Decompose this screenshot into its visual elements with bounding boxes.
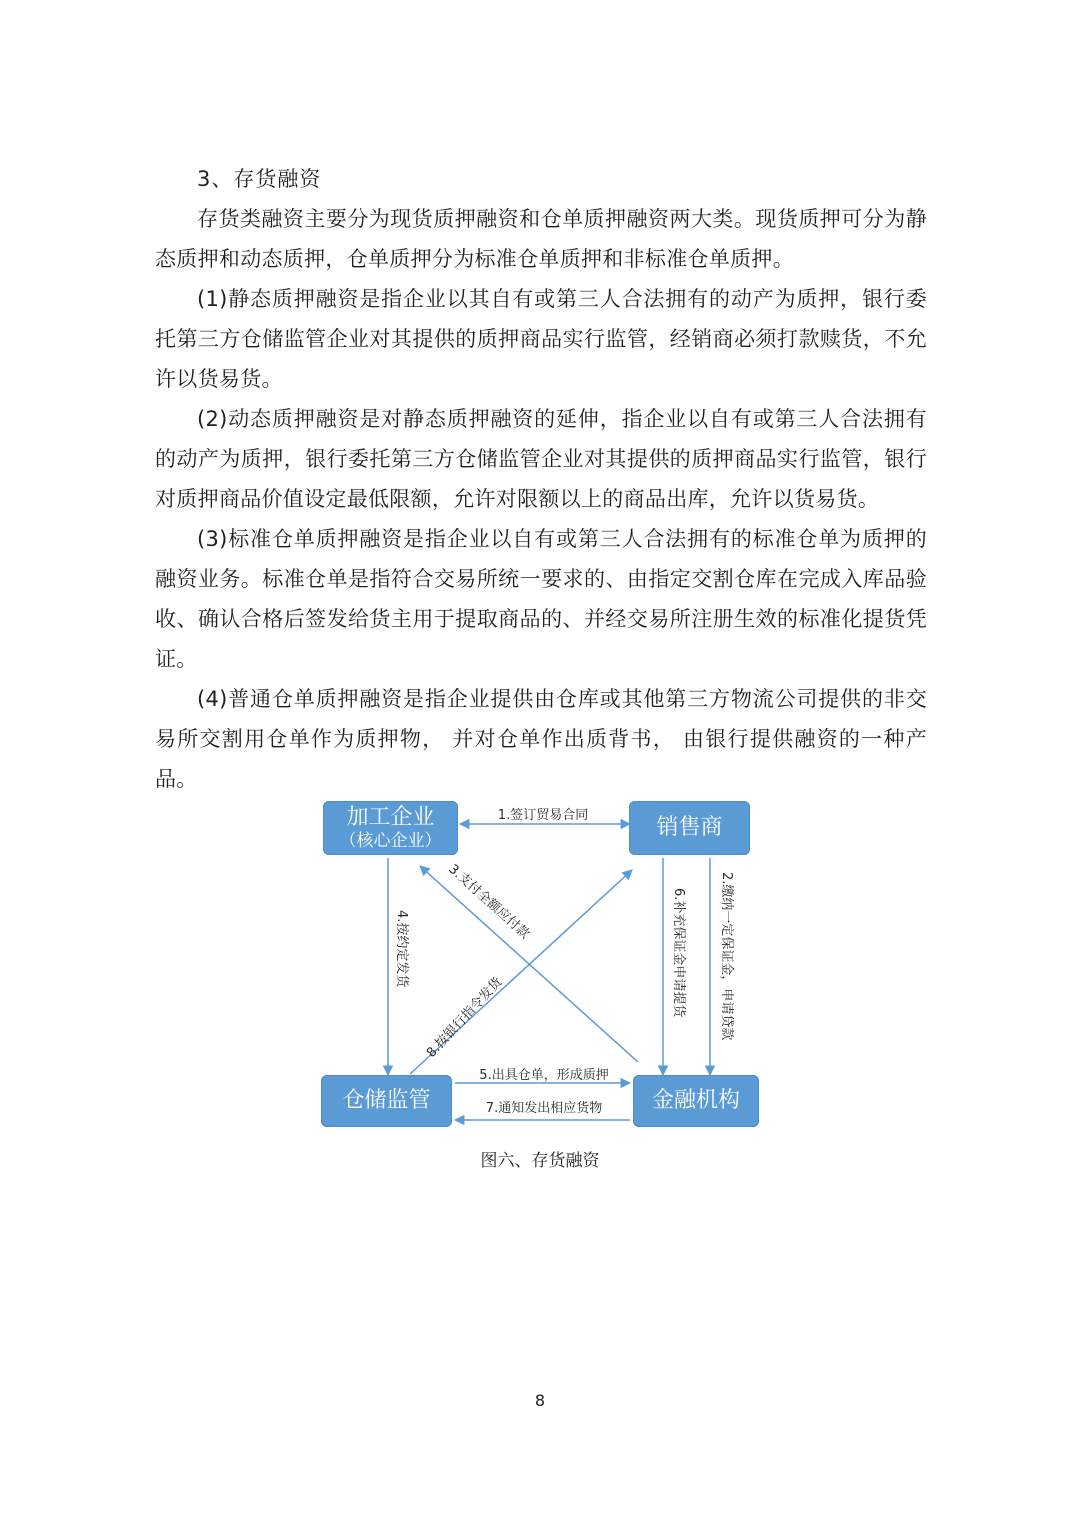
edge-4-label: 4.按约定发货 — [394, 910, 409, 988]
edge-2-label: 2.缴纳一定保证金，申请贷款 — [719, 872, 734, 1041]
edge-3-label: 3.支付全额应付款 — [445, 861, 533, 943]
edge-8-label: 8.按银行指令发货 — [423, 974, 506, 1061]
node-financial-institution — [633, 1075, 759, 1127]
node-warehouse-supervision — [321, 1075, 452, 1127]
paragraph-dynamic-pledge: (2)动态质押融资是对静态质押融资的延伸，指企业以自有或第三人合法拥有的动产为质押，银行委托第三方仓储监管企业对其提供的质押商品实行监管，银行对质押商品价值设定最低限额，允许对限额以上的商品出库，允许以货易货。 — [155, 407, 927, 511]
node-seller-label: 销售商 — [656, 815, 723, 840]
paragraph-static-pledge: (1)静态质押融资是指企业以其自有或第三人合法拥有的动产为质押，银行委托第三方仓储监管企业对其提供的质押商品实行监管，经销商必须打款赎货，不允许以货易货。 — [155, 287, 927, 391]
body-text — [155, 199, 927, 799]
section-heading: 3、存货融资 — [197, 167, 322, 191]
paragraph-intro: 存货类融资主要分为现货质押融资和仓单质押融资两大类。现货质押可分为静态质押和动态质押，仓单质押分为标准仓单质押和非标准仓单质押。 — [155, 207, 927, 271]
node-processing-enterprise-label: 加工企业 — [346, 805, 435, 830]
node-processing-enterprise-sublabel: （核心企业） — [339, 831, 442, 851]
page-number: 8 — [534, 1391, 546, 1410]
node-financial-institution-label: 金融机构 — [651, 1088, 740, 1113]
node-warehouse-supervision-label: 仓储监管 — [342, 1088, 431, 1113]
inventory-financing-diagram — [300, 790, 780, 1140]
node-processing-enterprise — [323, 801, 458, 855]
edge-6-label: 6.补充保证金申请提货 — [671, 888, 686, 1018]
figure-caption: 图六、存货融资 — [480, 1151, 600, 1171]
edge-7-label: 7.通知发出相应货物 — [485, 1101, 603, 1116]
edge-5-label: 5.出具仓单，形成质押 — [479, 1068, 609, 1083]
node-seller — [629, 801, 750, 855]
edge-1-label: 1.签订贸易合同 — [497, 808, 589, 823]
paragraph-standard-receipt: (3)标准仓单质押融资是指企业以自有或第三人合法拥有的标准仓单为质押的融资业务。标准仓单是指符合交易所统一要求的、由指定交割仓库在完成入库品验收、确认合格后签发给货主用于提取商品的、并经交易所注册生效的标准化提货凭证。 — [155, 527, 927, 671]
paragraph-ordinary-receipt: (4)普通仓单质押融资是指企业提供由仓库或其他第三方物流公司提供的非交易所交割用仓单作为质押物， 并对仓单作出质背书， 由银行提供融资的一种产品。 — [155, 687, 927, 791]
